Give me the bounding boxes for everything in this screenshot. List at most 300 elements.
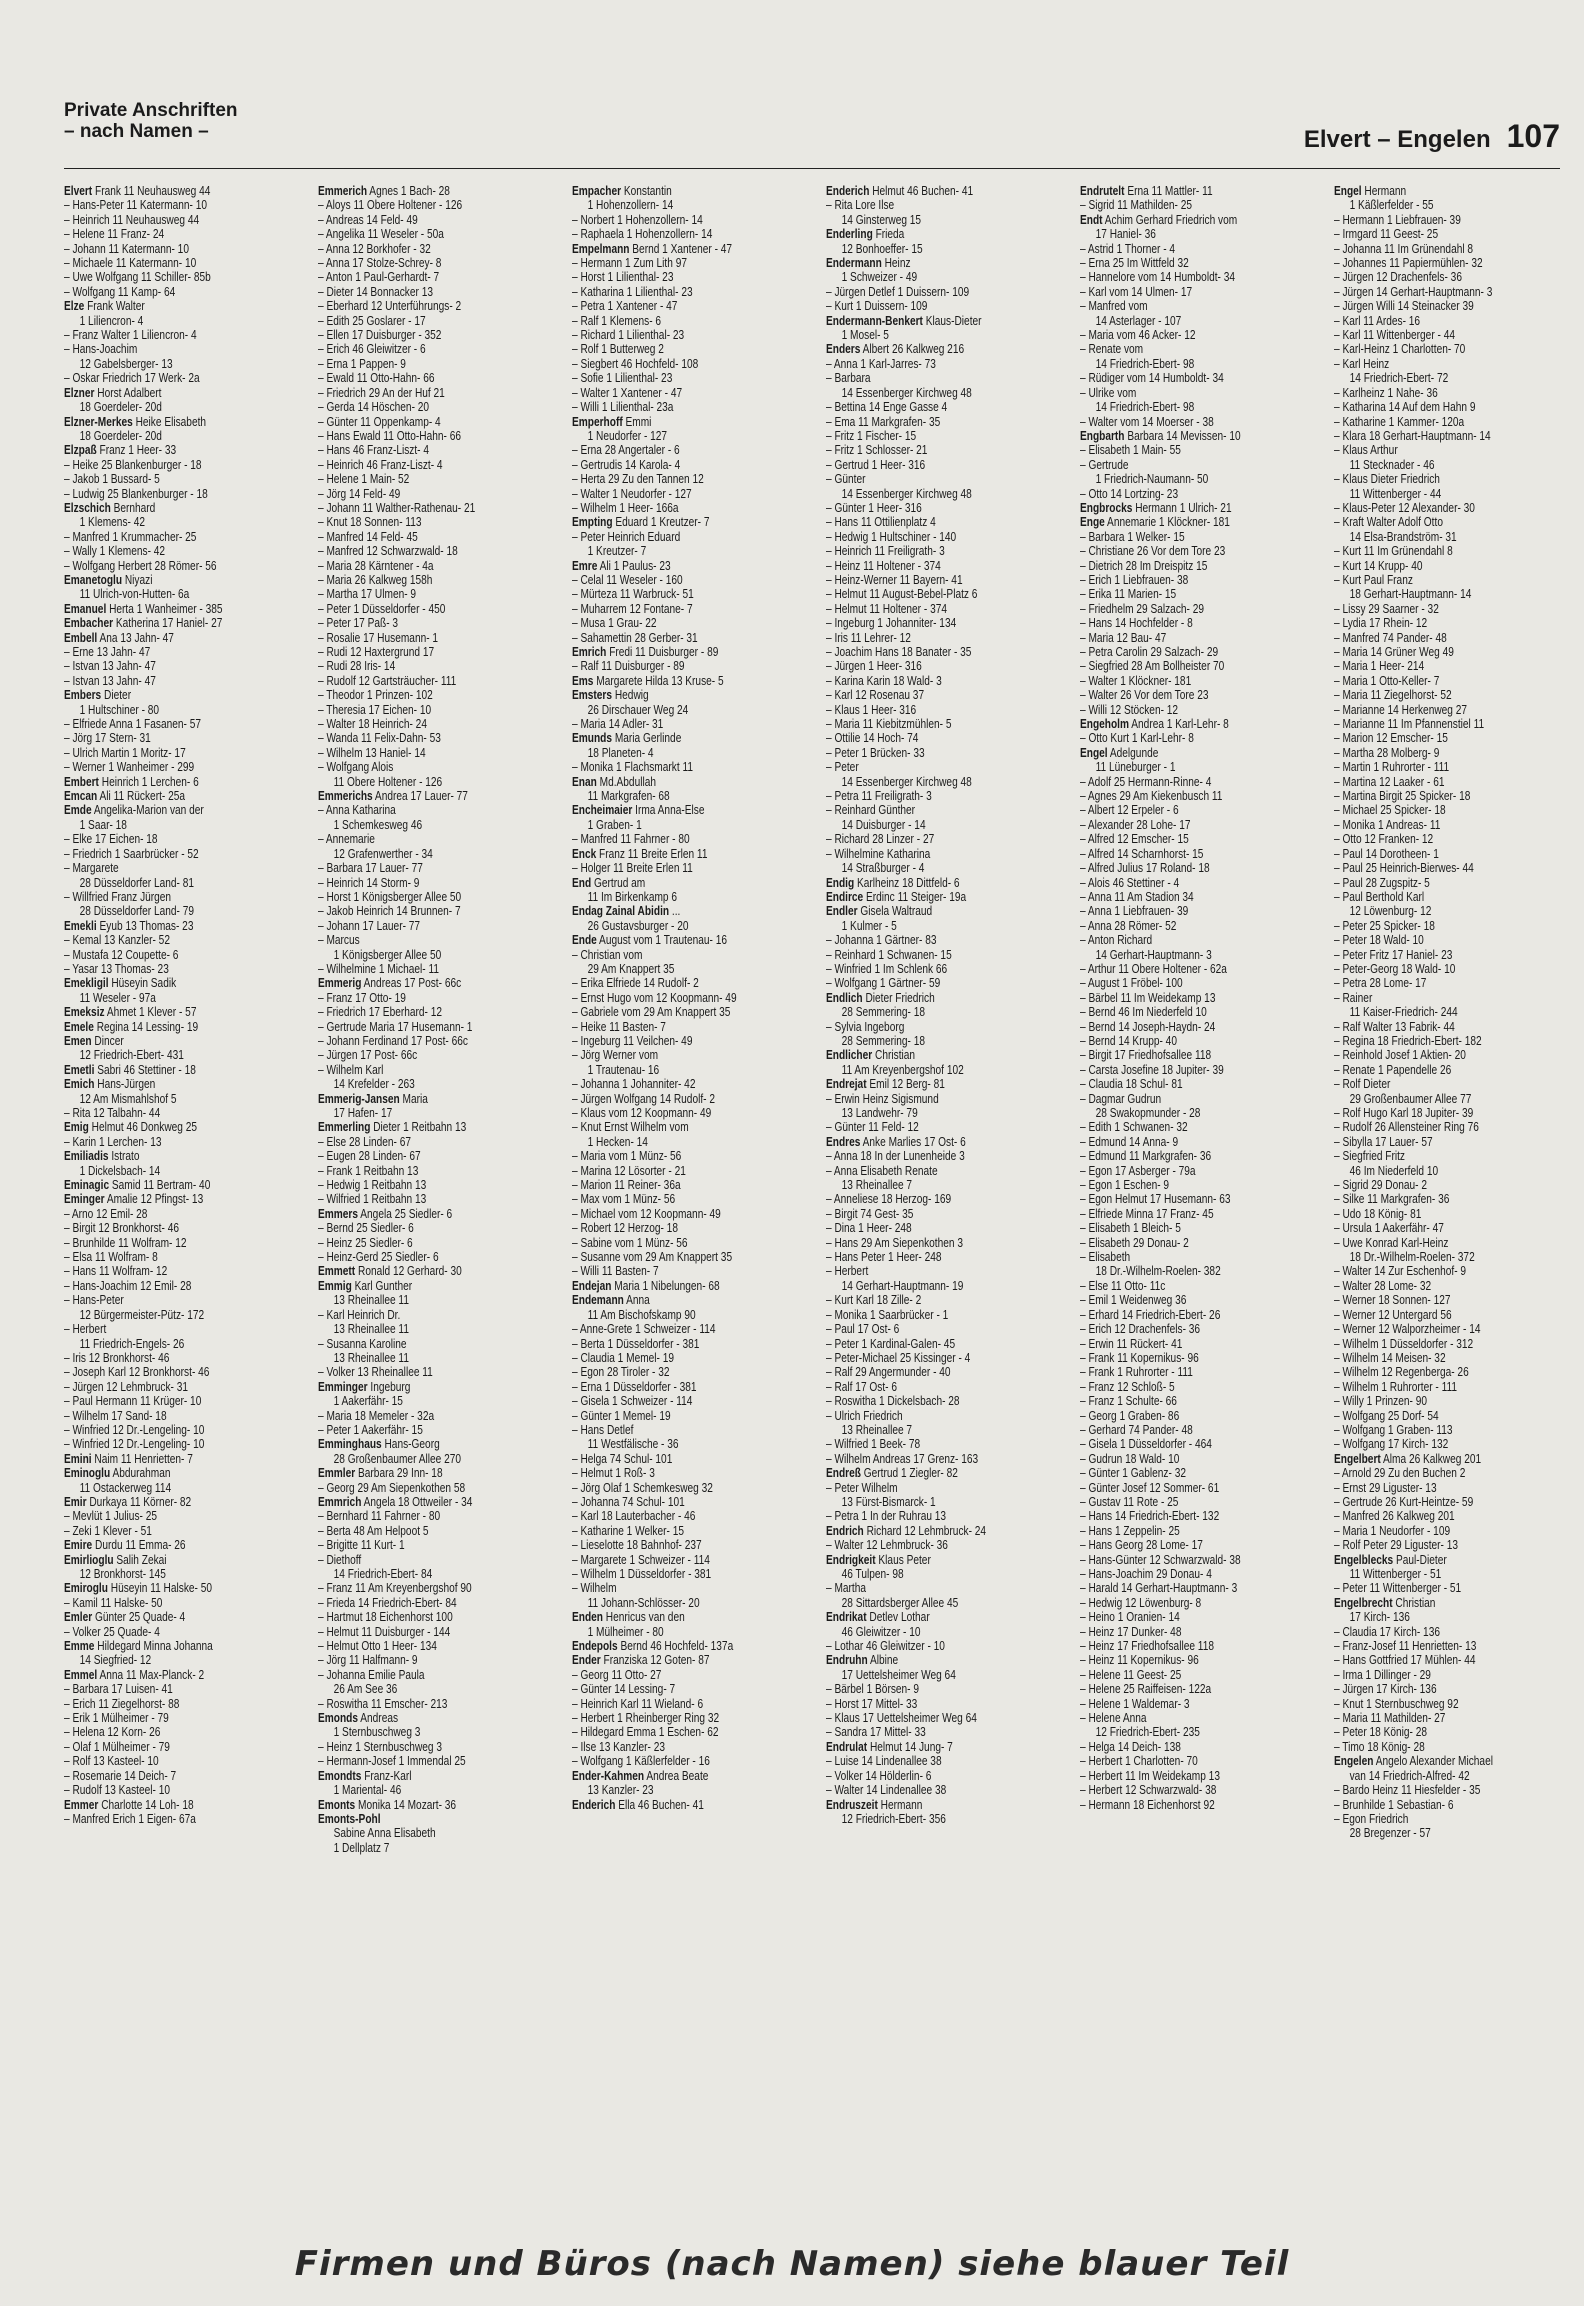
entry-text: – Friedrich 17 Eberhard- 12 [318, 1004, 443, 1020]
surname: Ems [572, 672, 594, 688]
directory-entry [826, 1236, 1052, 1250]
entry-text: Sabine Anna Elisabeth [333, 1825, 436, 1841]
entry-text: – Erna 1 Düsseldorfer - 381 [572, 1378, 697, 1394]
entry-text: – Elisabeth 1 Main- 55 [1080, 442, 1181, 458]
directory-entry [572, 198, 798, 212]
directory-entry [64, 1409, 290, 1423]
entry-text: 13 Kanzler- 23 [587, 1782, 654, 1798]
entry-text: Frank Walter [84, 298, 145, 314]
entry-text: – Wolfgang 1 Graben- 113 [1334, 1421, 1453, 1437]
directory-entry [318, 1783, 544, 1797]
directory-entry [64, 314, 290, 328]
directory-entry [826, 1048, 1052, 1062]
entry-text: 12 Bronkhorst- 145 [79, 1566, 166, 1581]
directory-entry [1080, 1365, 1306, 1379]
directory-entry [318, 1725, 544, 1739]
directory-entry [572, 429, 798, 443]
directory-entry [1080, 1178, 1306, 1192]
entry-text: 1 Neudorfer - 127 [587, 427, 668, 443]
directory-entry [1334, 1798, 1560, 1812]
entry-text: – Johanna 11 Im Grünendahl 8 [1334, 240, 1474, 256]
directory-entry [1080, 1020, 1306, 1034]
entry-text: Richard 12 Lehmbruck- 24 [863, 1522, 987, 1538]
entry-text: – Karl Heinrich Dr. [318, 1306, 401, 1322]
entry-text: – Volker 13 Rheinallee 11 [318, 1364, 433, 1380]
directory-entry [826, 1596, 1052, 1610]
entry-text: – Herbert [64, 1321, 107, 1337]
surname: Emmerig-Jansen [318, 1090, 400, 1106]
entry-text: Henricus van den [602, 1609, 685, 1625]
directory-entry [826, 371, 1052, 385]
directory-entry [1080, 1279, 1306, 1293]
directory-entry [572, 832, 798, 846]
entry-text: – Marianne 14 Herkenweg 27 [1334, 701, 1468, 717]
directory-entry [572, 717, 798, 731]
entry-text: – Siegbert 46 Hochfeld- 108 [572, 355, 699, 371]
entry-text: 11 Im Birkenkamp 6 [587, 888, 678, 904]
directory-entry [318, 1048, 544, 1062]
entry-text: – Heike 25 Blankenburger - 18 [64, 456, 202, 472]
directory-entry [572, 1423, 798, 1437]
directory-entry [572, 1337, 798, 1351]
directory-entry [318, 1567, 544, 1581]
entry-text: – Wally 1 Klemens- 42 [64, 543, 166, 559]
entry-text: Barbara 29 Inn- 18 [355, 1465, 443, 1481]
directory-entry [318, 458, 544, 472]
directory-entry [318, 904, 544, 918]
entry-text: 13 Rheinallee 7 [841, 1421, 913, 1437]
entry-text: Amalie 12 Pfingst- 13 [104, 1191, 204, 1207]
entry-text: – Else 28 Linden- 67 [318, 1133, 412, 1149]
entry-text: – Paul Berthold Karl [1334, 888, 1425, 904]
directory-entry [572, 184, 798, 198]
entry-text: 1 Kulmer - 5 [841, 917, 897, 933]
entry-text: – Paul 14 Dorotheen- 1 [1334, 845, 1439, 861]
directory-entry [318, 314, 544, 328]
directory-entry [826, 1264, 1052, 1278]
footer-note: Firmen und Büros (nach Namen) siehe blauer Teil [294, 2244, 1290, 2284]
directory-entry [1080, 1092, 1306, 1106]
entry-text: – Johann 11 Katermann- 10 [64, 240, 189, 256]
entry-text: – Manfred 11 Fahrner - 80 [572, 831, 690, 847]
directory-entry [1334, 861, 1560, 875]
entry-text: – Hermann 1 Zum Lith 97 [572, 255, 687, 271]
entry-text: – Rosemarie 14 Deich- 7 [64, 1767, 177, 1783]
entry-text: – Peter 1 Brücken- 33 [826, 744, 925, 760]
entry-text: 12 Bonhoeffer- 15 [841, 240, 923, 256]
directory-entry [826, 1005, 1052, 1019]
directory-entry [1080, 1221, 1306, 1235]
entry-text: – Günter 1 Memel- 19 [572, 1407, 671, 1423]
directory-entry [1080, 919, 1306, 933]
directory-entry [1080, 803, 1306, 817]
entry-text: Detlev Lothar [866, 1609, 930, 1625]
entry-text: – Angelika 11 Weseler - 50a [318, 226, 444, 242]
surname: Engelbrecht [1334, 1594, 1393, 1610]
directory-entry [826, 487, 1052, 501]
directory-entry [826, 184, 1052, 198]
entry-text: – Erik 1 Mülheimer - 79 [64, 1710, 169, 1726]
entry-text: – Peter-Michael 25 Kissinger - 4 [826, 1349, 971, 1365]
directory-entry [572, 415, 798, 429]
directory-entry [572, 559, 798, 573]
directory-entry [318, 1308, 544, 1322]
directory-entry [826, 674, 1052, 688]
directory-entry [1334, 976, 1560, 990]
directory-entry [1080, 443, 1306, 457]
directory-entry [1334, 1625, 1560, 1639]
directory-entry [64, 342, 290, 356]
directory-entry [1334, 674, 1560, 688]
entry-text: – Peter [826, 759, 859, 775]
entry-text: Andrea Beate [644, 1767, 709, 1783]
entry-text: – Uwe Wolfgang 11 Schiller- 85b [64, 269, 211, 285]
directory-entry [64, 1466, 290, 1480]
entry-text: 13 Rheinallee 11 [333, 1292, 409, 1308]
directory-entry [318, 1437, 544, 1451]
entry-text: 17 Uettelsheimer Weg 64 [841, 1666, 956, 1682]
entry-text: – Wilhelm 1 Düsseldorfer - 312 [1334, 1335, 1474, 1351]
entry-text: – Anna 1 Liebfrauen- 39 [1080, 903, 1189, 919]
entry-text: – Frank 1 Reitbahn 13 [318, 1162, 419, 1178]
entry-text: – Marion 11 Reiner- 36a [572, 1177, 681, 1193]
entry-text: – Helene 11 Geest- 25 [1080, 1666, 1182, 1682]
directory-entry [64, 357, 290, 371]
directory-entry [572, 1236, 798, 1250]
entry-text: – Johannes 11 Papiermühlen- 32 [1334, 255, 1483, 271]
directory-entry [1080, 1351, 1306, 1365]
directory-entry [826, 1812, 1052, 1826]
surname: Emire [64, 1537, 93, 1553]
directory-entry [64, 1509, 290, 1523]
entry-text: – Paul 28 Zugspitz- 5 [1334, 874, 1430, 890]
directory-entry [1334, 1668, 1560, 1682]
directory-entry [1080, 674, 1306, 688]
entry-text: 14 Krefelder - 263 [333, 1076, 415, 1092]
directory-entry [572, 1092, 798, 1106]
directory-entry [1334, 1365, 1560, 1379]
entry-text: – Peter 1 Aakerfähr- 15 [318, 1421, 423, 1437]
directory-entry [64, 616, 290, 630]
surname: Ende [572, 932, 597, 948]
directory-entry [826, 1524, 1052, 1538]
directory-entry [572, 328, 798, 342]
entry-text: – Arno 12 Emil- 28 [64, 1205, 148, 1221]
directory-entry [318, 919, 544, 933]
directory-entry [318, 472, 544, 486]
entry-text: – August 1 Fröbel- 100 [1080, 975, 1183, 991]
entry-text: – Claudia 1 Memel- 19 [572, 1349, 675, 1365]
directory-entry [572, 285, 798, 299]
directory-entry [572, 501, 798, 515]
directory-entry [826, 631, 1052, 645]
directory-entry [64, 1120, 290, 1134]
directory-entry [318, 573, 544, 587]
directory-entry [572, 487, 798, 501]
entry-text: – Wolfgang Herbert 28 Römer- 56 [64, 557, 217, 573]
entry-text: – Anna 18 In der Lunenheide 3 [826, 1148, 965, 1164]
surname: Emen [64, 1032, 92, 1048]
surname: Endrich [826, 1522, 864, 1538]
entry-text: – Jürgen 12 Lehmbruck- 31 [64, 1378, 189, 1394]
entry-text: – Volker 25 Quade- 4 [64, 1623, 160, 1639]
directory-entry [1080, 1740, 1306, 1754]
directory-entry [572, 1149, 798, 1163]
directory-entry [826, 746, 1052, 760]
entry-text: – Muharrem 12 Fontane- 7 [572, 600, 693, 616]
directory-entry [64, 1192, 290, 1206]
entry-text: – Bettina 14 Enge Gasse 4 [826, 399, 948, 415]
entry-text: – Heinrich Karl 11 Wieland- 6 [572, 1695, 704, 1711]
directory-entry [64, 270, 290, 284]
entry-text: 12 Friedrich-Ebert- 356 [841, 1810, 946, 1826]
directory-entry [318, 1812, 544, 1826]
entry-text: 46 Gleiwitzer - 10 [841, 1623, 921, 1639]
entry-text: – Jakob 1 Bussard- 5 [64, 471, 160, 487]
entry-text: – Friedrich 1 Saarbrücker - 52 [64, 845, 199, 861]
entry-text: – Hans-Günter 12 Schwarzwald- 38 [1080, 1551, 1241, 1567]
entry-text: – Erika Elfriede 14 Rudolf- 2 [572, 975, 699, 991]
entry-text: – Franz Walter 1 Liliencron- 4 [64, 327, 197, 343]
entry-text: – Anna Elisabeth Renate [826, 1162, 938, 1178]
entry-text: Horst Adalbert [94, 384, 162, 400]
entry-text: – Anna 11 Am Stadion 34 [1080, 888, 1194, 904]
directory-entry [318, 1553, 544, 1567]
entry-text: – Werner 12 Walporzheimer - 14 [1334, 1321, 1481, 1337]
entry-text: 18 Dr.-Wilhelm-Roelen- 382 [1095, 1263, 1221, 1279]
surname: Emrich [572, 644, 607, 659]
entry-text: – Karl 18 Lauterbacher - 46 [572, 1508, 696, 1524]
directory-entry [1334, 1178, 1560, 1192]
entry-text: – Maria 11 Kiebitzmühlen- 5 [826, 716, 952, 732]
entry-text: – Franz 17 Otto- 19 [318, 989, 406, 1005]
entry-text: – Brunhilde 1 Sebastian- 6 [1334, 1796, 1454, 1812]
directory-entry [1080, 386, 1306, 400]
directory-entry [826, 688, 1052, 702]
directory-entry [572, 544, 798, 558]
entry-text: Hermann 1 Ulrich- 21 [1132, 499, 1232, 515]
directory-entry [1080, 1077, 1306, 1091]
entry-text: – Helga 74 Schul- 101 [572, 1450, 673, 1466]
entry-text: – Rüdiger vom 14 Humboldt- 34 [1080, 370, 1224, 386]
surname: Endermann [826, 255, 882, 271]
directory-entry [572, 242, 798, 256]
entry-text: Samid 11 Bertram- 40 [109, 1177, 211, 1193]
entry-text: – Agnes 29 Am Kiekenbusch 11 [1080, 788, 1223, 804]
directory-entry [318, 861, 544, 875]
directory-entry [572, 213, 798, 227]
surname: Elzpaß [64, 442, 97, 458]
directory-entry [826, 198, 1052, 212]
directory-entry [1080, 328, 1306, 342]
directory-entry [1334, 1020, 1560, 1034]
entry-text: – Bärbel 1 Börsen- 9 [826, 1681, 920, 1697]
directory-entry [826, 1063, 1052, 1077]
entry-text: Ronald 12 Gerhard- 30 [355, 1263, 462, 1279]
directory-entry [1334, 1149, 1560, 1163]
entry-text: – Otto Kurt 1 Karl-Lehr- 8 [1080, 730, 1194, 746]
directory-entry [826, 1754, 1052, 1768]
entry-text: – Karin 1 Lerchen- 13 [64, 1133, 162, 1149]
entry-text: Anke Marlies 17 Ost- 6 [860, 1133, 966, 1149]
directory-entry [1334, 1682, 1560, 1696]
directory-entry [318, 1625, 544, 1639]
directory-entry [572, 1077, 798, 1091]
entry-text: – Helene Anna [1080, 1710, 1147, 1726]
directory-entry [826, 919, 1052, 933]
entry-text: – Elisabeth [1080, 1249, 1131, 1265]
directory-entry [826, 1351, 1052, 1365]
entry-text: – Paul 17 Ost- 6 [826, 1321, 900, 1337]
directory-entry [1334, 631, 1560, 645]
directory-entry [826, 948, 1052, 962]
entry-text: – Franz 1 Schulte- 66 [1080, 1393, 1177, 1409]
directory-entry [572, 1682, 798, 1696]
directory-entry [1334, 703, 1560, 717]
directory-entry [1334, 559, 1560, 573]
entry-text: – Hans 14 Hochfelder - 8 [1080, 615, 1193, 631]
directory-entry [1334, 530, 1560, 544]
entry-text: – Martin 1 Ruhrorter - 111 [1334, 759, 1450, 775]
entry-text: 1 Trautenau- 16 [587, 1061, 660, 1077]
entry-text: – Maria 18 Memeler - 32a [318, 1407, 435, 1423]
surname: Elzner [64, 384, 95, 400]
entry-text: – Andreas 14 Feld- 49 [318, 211, 418, 227]
directory-entry [64, 1495, 290, 1509]
entry-text: – Celal 11 Weseler - 160 [572, 571, 683, 587]
entry-text: – Alfred Julius 17 Roland- 18 [1080, 860, 1210, 876]
directory-entry [572, 746, 798, 760]
entry-text: Abdurahman [110, 1465, 171, 1481]
entry-text: – Gerhard 74 Pander- 48 [1080, 1421, 1193, 1437]
entry-text: – Egon 17 Asberger - 79a [1080, 1162, 1196, 1178]
entry-text: – Franz 11 Am Kreyenbergshof 90 [318, 1580, 472, 1596]
entry-text: – Peter 11 Wittenberger - 51 [1334, 1580, 1462, 1596]
entry-text: 1 Hultschiner - 80 [79, 701, 160, 717]
directory-entry [1080, 1798, 1306, 1812]
directory-entry [572, 458, 798, 472]
directory-entry [318, 357, 544, 371]
entry-text: 14 Asterlager - 107 [1095, 312, 1182, 328]
directory-entry [64, 400, 290, 414]
surname: Engelbert [1334, 1450, 1381, 1466]
directory-entry [572, 1063, 798, 1077]
entry-text: Heike Elisabeth [132, 413, 207, 429]
surname: Embers [64, 687, 102, 703]
entry-text: – Istvan 13 Jahn- 47 [64, 658, 156, 674]
entry-text: 1 Schemkesweg 46 [333, 816, 423, 832]
entry-text: – Johanna 74 Schul- 101 [572, 1493, 685, 1509]
entry-text: Salih Zekai [113, 1551, 167, 1567]
entry-text: – Jürgen Detlef 1 Duissern- 109 [826, 283, 970, 299]
entry-text: – Günter 11 Feld- 12 [826, 1119, 919, 1135]
entry-text: – Edith 25 Goslarer - 17 [318, 312, 426, 328]
directory-entry [826, 1783, 1052, 1797]
directory-entry [1334, 616, 1560, 630]
directory-entry [318, 1250, 544, 1264]
entry-text: – Maria vom 46 Acker- 12 [1080, 327, 1196, 343]
directory-entry [572, 731, 798, 745]
directory-entry [318, 270, 544, 284]
entry-text: – Mustafa 12 Coupette- 6 [64, 946, 179, 962]
directory-entry [572, 1596, 798, 1610]
entry-text: – Herbert 11 Im Weidekamp 13 [1080, 1767, 1220, 1783]
entry-text: – Horst 1 Lilienthal- 23 [572, 269, 674, 285]
entry-text: Erdinc 11 Steiger- 19a [863, 888, 967, 904]
directory-entry [826, 1279, 1052, 1293]
entry-text: – Renate 1 Papendelle 26 [1334, 1061, 1452, 1077]
entry-text: – Rainer [1334, 989, 1373, 1005]
entry-text: Fredi 11 Duisburger - 89 [606, 644, 719, 659]
surname: Emekligil [64, 975, 109, 991]
entry-text: Hildegard Minna Johanna [94, 1638, 213, 1654]
directory-entry [826, 1250, 1052, 1264]
entry-text: 12 Friedrich-Ebert- 235 [1095, 1724, 1200, 1740]
entry-text: – Klaus 1 Heer- 316 [826, 701, 917, 717]
entry-text: 11 Wittenberger - 51 [1349, 1566, 1442, 1581]
directory-entry [1080, 342, 1306, 356]
directory-entry [572, 1740, 798, 1754]
entry-text: – Manfred Erich 1 Eigen- 67a [64, 1810, 196, 1826]
entry-text: – Walter vom 14 Moerser - 38 [1080, 413, 1214, 429]
directory-entry [572, 1754, 798, 1768]
entry-text: – Manfred 14 Feld- 45 [318, 528, 418, 544]
directory-entry [826, 1481, 1052, 1495]
directory-entry [318, 659, 544, 673]
surname: Emich [64, 1076, 95, 1092]
entry-text: – Bärbel 11 Im Weidekamp 13 [1080, 989, 1216, 1005]
surname: Emre [572, 557, 598, 573]
directory-entry [572, 803, 798, 817]
surname: Endlicher [826, 1047, 873, 1063]
entry-text: – Franz-Josef 11 Henrietten- 13 [1334, 1638, 1477, 1654]
directory-entry [318, 1337, 544, 1351]
entry-text: – Renate vom [1080, 341, 1144, 357]
entry-text: – Iris 11 Lehrer- 12 [826, 629, 911, 645]
directory-entry [1334, 184, 1560, 198]
entry-text: 14 Gerhart-Hauptmann- 3 [1095, 946, 1212, 962]
entry-text: – Herbert [826, 1263, 869, 1279]
directory-entry [1080, 1034, 1306, 1048]
directory-entry [64, 328, 290, 342]
directory-entry [826, 962, 1052, 976]
entry-text: Alma 26 Kalkweg 201 [1380, 1450, 1482, 1466]
entry-text: – Roswitha 11 Emscher- 213 [318, 1695, 448, 1711]
entry-text: – Paul Hermann 11 Krüger- 10 [64, 1393, 202, 1409]
entry-text: – Hans 29 Am Siepenkothen 3 [826, 1234, 963, 1250]
entry-text: – Maria 14 Adler- 31 [572, 716, 664, 732]
entry-text: – Petra 11 Freiligrath- 3 [826, 788, 932, 804]
entry-text: – Maria 1 Heer- 214 [1334, 658, 1425, 674]
entry-text: 1 Mariental- 46 [333, 1782, 402, 1798]
directory-entry [64, 861, 290, 875]
directory-entry [826, 285, 1052, 299]
entry-text: 13 Landwehr- 79 [841, 1105, 918, 1120]
entry-text: – Friedrich 29 An der Huf 21 [318, 384, 445, 400]
directory-entry [826, 1409, 1052, 1423]
entry-text: – Heike 11 Basten- 7 [572, 1018, 666, 1034]
entry-text: – Raphaela 1 Hohenzollern- 14 [572, 226, 713, 242]
entry-text: – Ulrich Martin 1 Moritz- 17 [64, 744, 186, 760]
entry-text: – Heinz 17 Dunker- 48 [1080, 1623, 1182, 1639]
entry-text: – Robert 12 Herzog- 18 [572, 1220, 678, 1236]
entry-text: – Helene 1 Waldemar- 3 [1080, 1695, 1190, 1711]
entry-text: Dieter [101, 687, 132, 703]
directory-entry [1080, 760, 1306, 774]
entry-text: – Helmut 11 August-Bebel-Platz 6 [826, 586, 978, 602]
directory-entry [1080, 1625, 1306, 1639]
entry-text: – Alfred 14 Scharnhorst- 15 [1080, 845, 1204, 861]
